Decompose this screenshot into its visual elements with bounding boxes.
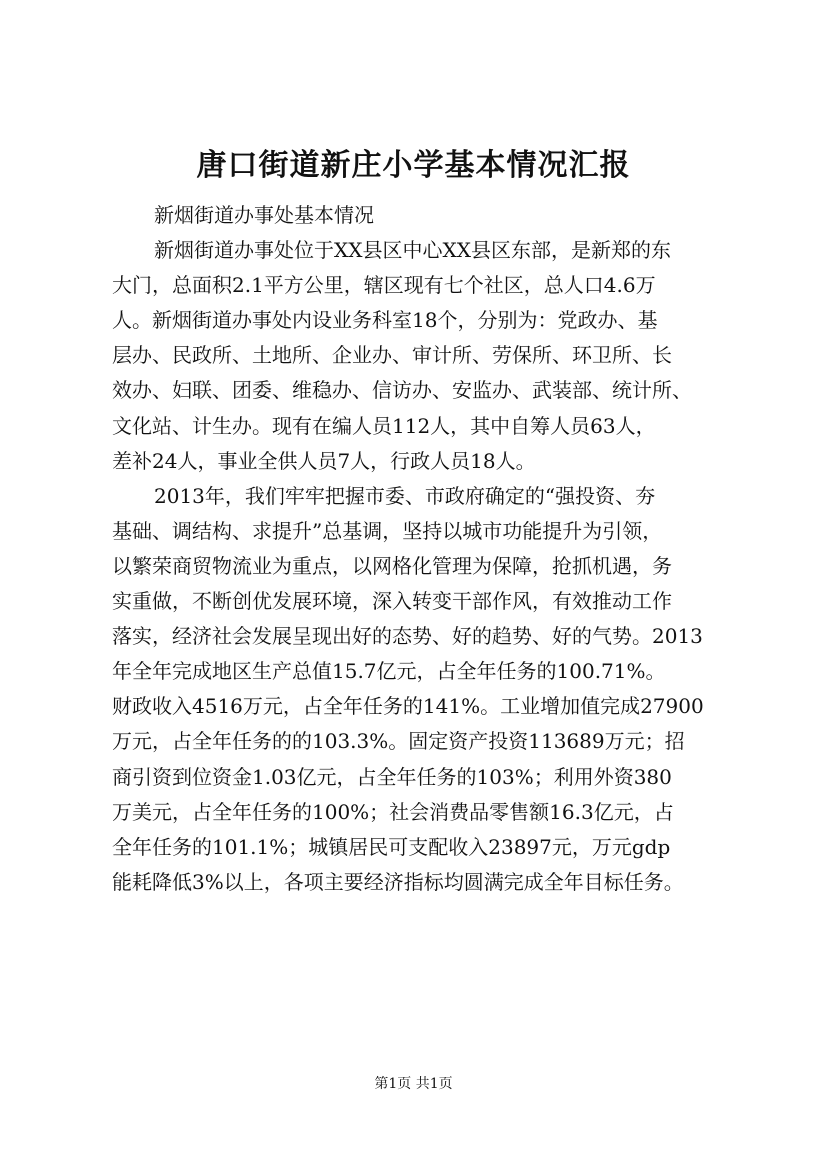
text-line: 以繁荣商贸物流业为重点，以网格化管理为保障，抢抓机遇，务 — [112, 553, 672, 578]
text-line: 文化站、计生办。现有在编人员112人，其中自筹人员63人， — [112, 413, 656, 438]
text-line: 大门，总面积2.1平方公里，辖区现有七个社区，总人口4.6万 — [112, 273, 656, 298]
text-line: 新烟街道办事处位于XX县区中心XX县区东部，是新郑的东 — [154, 238, 671, 263]
text-line: 基础、调结构、求提升”总基调，坚持以城市功能提升为引领， — [112, 518, 663, 543]
document-body — [112, 198, 732, 900]
text-line: 2013年，我们牢牢把握市委、市政府确定的“强投资、夯 — [154, 483, 656, 508]
text-line: 效办、妇联、团委、维稳办、信访办、安监办、武装部、统计所、 — [112, 378, 692, 403]
text-line: 万美元，占全年任务的100%；社会消费品零售额16.3亿元，占 — [112, 799, 674, 824]
text-line: 商引资到位资金1.03亿元，占全年任务的103%；利用外资380 — [112, 764, 672, 789]
text-line: 全年任务的101.1%；城镇居民可支配收入23897元，万元gdp — [112, 834, 671, 859]
text-line: 落实，经济社会发展呈现出好的态势、好的趋势、好的气势。2013 — [112, 624, 703, 649]
text-line: 年全年完成地区生产总值15.7亿元，占全年任务的100.71%。 — [112, 659, 666, 684]
text-line: 层办、民政所、土地所、企业办、审计所、劳保所、环卫所、长 — [112, 343, 672, 368]
text-line: 万元，占全年任务的的103.3%。固定资产投资113689万元；招 — [112, 729, 685, 754]
text-line: 财政收入4516万元，占全年任务的141%。工业增加值完成27900 — [112, 694, 704, 719]
page-footer: 第1页 共1页 — [374, 1076, 453, 1092]
paragraph-heading: 新烟街道办事处基本情况 — [154, 203, 374, 227]
text-line: 实重做，不断创优发展环境，深入转变干部作风，有效推动工作 — [112, 589, 672, 614]
document-title: 唐口街道新庄小学基本情况汇报 — [196, 148, 631, 183]
text-line: 人。新烟街道办事处内设业务科室18个，分别为：党政办、基 — [112, 308, 658, 333]
text-line: 差补24人，事业全供人员7人，行政人员18人。 — [112, 448, 536, 473]
text-line: 能耗降低3%以上，各项主要经济指标均圆满完成全年目标任务。 — [112, 869, 684, 894]
